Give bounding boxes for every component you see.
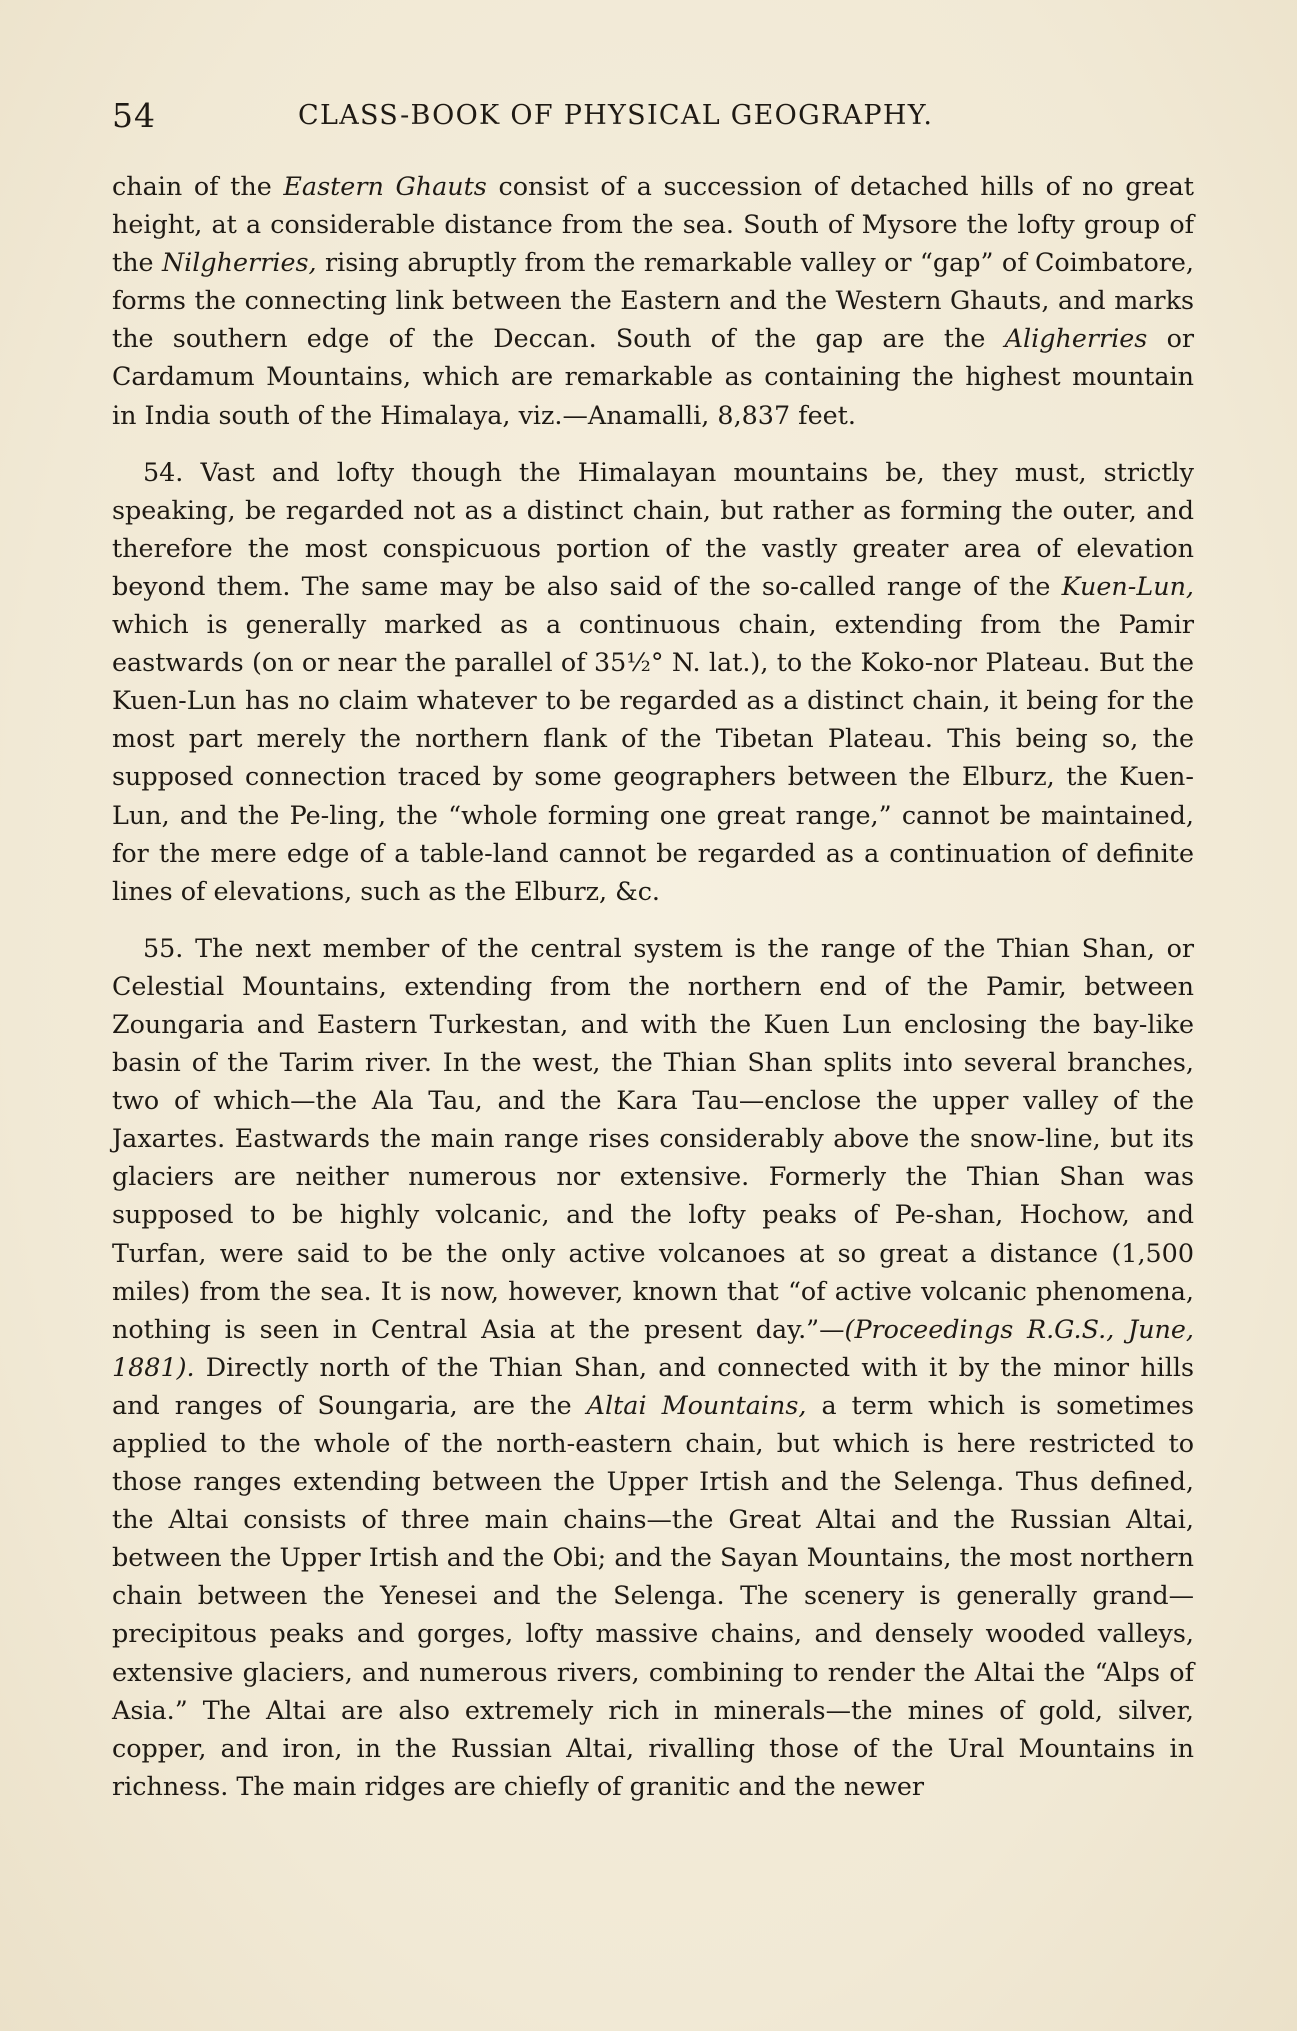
running-title: CLASS-BOOK OF PHYSICAL GEOGRAPHY.: [298, 100, 934, 131]
italic-term-nilgherries: Nilgherries,: [161, 247, 317, 278]
paragraph-number: 54.: [143, 456, 184, 487]
text-run: or Cardamum Mountains, which are remarkable as containing the highest mountain in India south of the Himalaya, viz.—Anamalli, 8,837 feet.: [112, 323, 1194, 430]
paragraph-number: 55.: [143, 932, 184, 963]
text-run: a term which is sometimes applied to the whole of the north-eastern chain, but which is here restricted to those ranges extending between the Upper Irtish and the Selenga. Thus defined, the Altai consists of three main chains—the Great Altai and the Russian Altai, between the Upper Irtish and the Obi; and the Sayan Mountains, the most northern chain between the Yenesei and the Selenga. The scenery is generally grand—precipitous peaks and gorges, lofty massive chains, and densely wooded valleys, extensive glaciers, and numerous rivers, combining to render the Altai the “Alps of Asia.” The Altai are also extremely rich in minerals—the mines of gold, silver, copper, and iron, in the Russian Altai, rivalling those of the Ural Mountains in richness. The main ridges are chiefly of granitic and the newer: [112, 1389, 1195, 1801]
text-run: which is generally marked as a continuous chain, extending from the Pamir eastwards (on or near the parallel of 35½° N. lat.), to the Koko-nor Plateau. But the Kuen-Lun has no claim whatever to be regarded as a distinct chain, it being for the most part merely the northern flank of the Tibetan Plateau. This being so, the supposed connection traced by some geographers between the Elburz, the Kuen-Lun, and the Pe-ling, the “whole forming one great range,” cannot be maintained, for the mere edge of a table-land cannot be regarded as a continuation of definite lines of elevations, such as the Elburz, &c.: [112, 609, 1194, 906]
text-run: Vast and lofty though the Himalayan mountains be, they must, strictly speaking, be regarded not as a distinct chain, but rather as forming the outer, and therefore the most conspicuous portion of the vastly greater area of elevation beyond them. The same may be also said of the so-called range of the: [112, 456, 1194, 601]
text-run: consist of a succession of detached hills of no great height, at a considerable distance from the sea. South of Mysore the lofty group of the: [112, 171, 1194, 278]
italic-term-altai-mountains: Altai Mountains,: [586, 1389, 807, 1420]
body-text: [112, 167, 1194, 1805]
text-run: chain of the: [112, 171, 284, 201]
text-run: The next member of the central system is the range of the Thian Shan, or Celestial Mountains, extending from the northern end of the Pamir, between Zoungaria and Eastern Turkestan, and with the Kuen Lun enclosing the bay-like basin of the Tarim river. In the west, the Thian Shan splits into several branches, two of which—the Ala Tau, and the Kara Tau—enclose the upper valley of the Jaxartes. Eastwards the main range rises considerably above the snow-line, but its glaciers are neither numerous nor extensive. Formerly the Thian Shan was supposed to be highly volcanic, and the lofty peaks of Pe-shan, Hochow, and Turfan, were said to be the only active volcanoes at so great a distance (1,500 miles) from the sea. It is now, however, known that “of active volcanic phenomena, nothing is seen in Central Asia at the present day.”—: [112, 932, 1194, 1344]
paragraph-54: [112, 453, 1194, 910]
italic-term-kuen-lun: Kuen-Lun,: [1061, 570, 1194, 601]
italic-citation: (Proceedings R.G.S., June, 1881).: [112, 1313, 1194, 1382]
paragraph-continuation: [112, 167, 1194, 434]
italic-term-aligherries: Aligherries: [1004, 323, 1148, 354]
text-run: rising abruptly from the remarkable valley or “gap” of Coimbatore, forms the connecting link between the Eastern and the Western Ghauts, and marks the southern edge of the Deccan. South of the gap are the: [112, 247, 1194, 354]
paragraph-55: [112, 929, 1194, 1805]
italic-term-eastern-ghauts: Eastern Ghauts: [283, 171, 487, 201]
page-number: 54: [112, 96, 156, 135]
running-head: [112, 96, 1192, 146]
text-run: Directly north of the Thian Shan, and connected with it by the minor hills and ranges of Soungaria, are the: [112, 1351, 1194, 1420]
